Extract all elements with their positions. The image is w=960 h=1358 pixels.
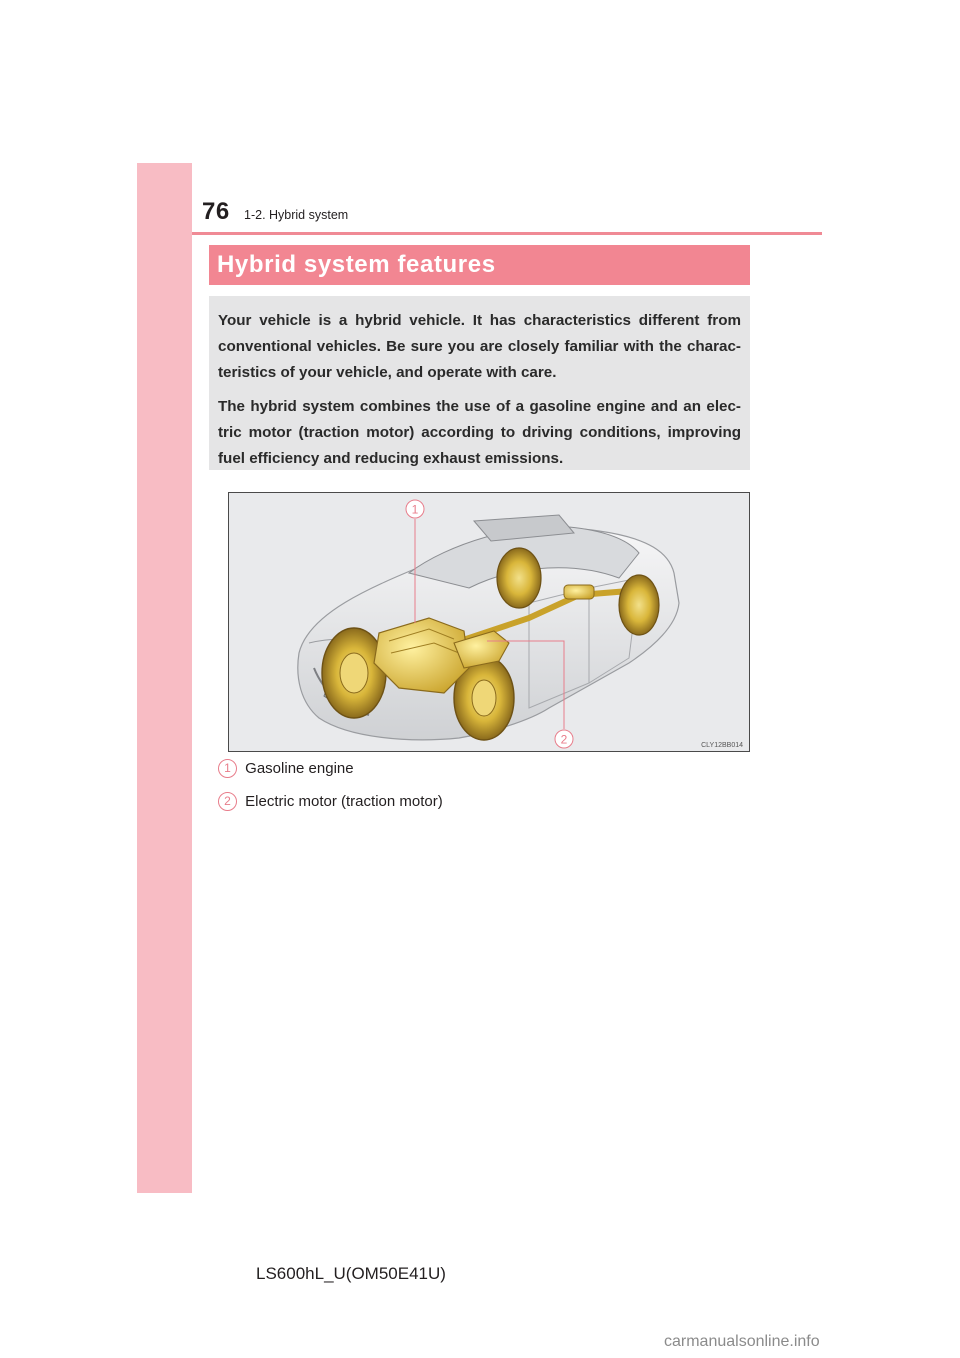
breadcrumb: 1-2. Hybrid system [244, 208, 349, 222]
legend-item-electric-motor [218, 792, 443, 811]
header-divider [192, 232, 822, 235]
callout-2-label: 2 [560, 732, 568, 747]
intro-paragraph-1: Your vehicle is a hybrid vehicle. It has characteristics different from conventional vehicles. Be sure you are closely familiar with the charac-teristics of your vehicle, and operate with care. [218, 312, 741, 381]
callout-1-label: 1 [411, 502, 419, 517]
hybrid-vehicle-illustration [228, 492, 750, 752]
page-number: 76 [202, 198, 230, 225]
legend-number-2: 2 [218, 792, 237, 811]
legend-number-1: 1 [218, 759, 237, 778]
watermark: carmanualsonline.info [664, 1333, 820, 1350]
manual-code: LS600hL_U(OM50E41U) [256, 1264, 446, 1283]
legend-item-gasoline-engine [218, 759, 354, 778]
side-tab-strip [137, 163, 192, 1193]
figure-code: CLY12BB014 [701, 742, 743, 749]
intro-paragraph-2: The hybrid system combines the use of a gasoline engine and an elec-tric motor (traction motor) according to driving conditions, improving fuel efficiency and reducing exhaust emissions. [218, 398, 741, 467]
intro-box [209, 296, 750, 470]
legend-text-1: Gasoline engine [245, 760, 354, 777]
car-cutaway-drawing [229, 493, 749, 751]
section-title: Hybrid system features [209, 245, 750, 285]
legend-text-2: Electric motor (traction motor) [245, 793, 443, 810]
